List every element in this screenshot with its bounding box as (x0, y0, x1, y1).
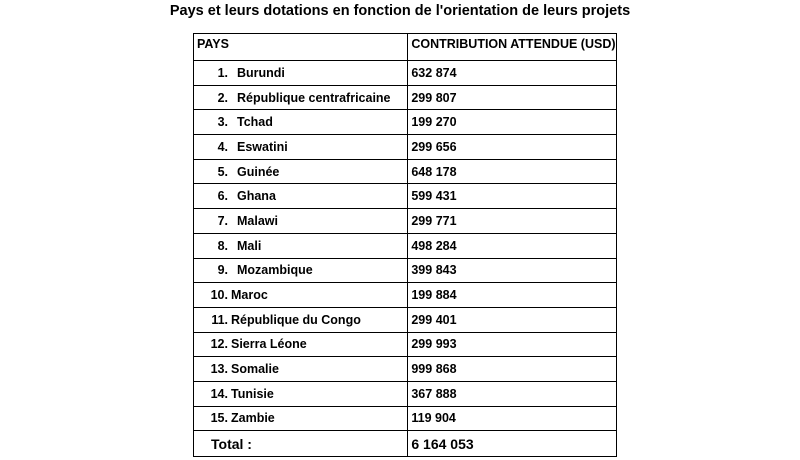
country-cell (194, 357, 408, 382)
row-number: 6. (217, 189, 228, 204)
country-name: Ghana (237, 189, 276, 204)
table-row (194, 110, 617, 135)
amount-cell: 399 843 (408, 258, 617, 283)
row-number: 4. (217, 139, 228, 154)
country-cell (194, 381, 408, 406)
country-cell (194, 184, 408, 209)
amount-cell: 648 178 (408, 159, 617, 184)
country-cell (194, 406, 408, 431)
row-number: 12. (210, 337, 228, 352)
country-cell (194, 135, 408, 160)
country-cell (194, 283, 408, 308)
amount-cell: 498 284 (408, 233, 617, 258)
table-row (194, 357, 617, 382)
row-number: 2. (217, 90, 228, 105)
row-number: 13. (210, 362, 228, 377)
table-row (194, 406, 617, 431)
country-name: Guinée (237, 164, 280, 179)
table-row (194, 184, 617, 209)
amount-cell: 299 771 (408, 209, 617, 234)
amount-cell: 999 868 (408, 357, 617, 382)
amount-cell: 299 401 (408, 307, 617, 332)
table-row (194, 381, 617, 406)
row-number: 5. (217, 164, 228, 179)
header-contribution: CONTRIBUTION ATTENDUE (USD) (408, 34, 617, 61)
amount-cell: 632 874 (408, 61, 617, 86)
row-number: 11. (211, 312, 228, 327)
table-row (194, 332, 617, 357)
country-name: Mali (237, 238, 262, 253)
contribution-table (193, 33, 617, 457)
amount-cell: 299 807 (408, 85, 617, 110)
country-cell (194, 61, 408, 86)
amount-cell: 299 656 (408, 135, 617, 160)
row-number: 1. (217, 65, 228, 80)
country-cell (194, 307, 408, 332)
country-name: Maroc (231, 288, 268, 303)
country-cell (194, 159, 408, 184)
country-name: Somalie (231, 362, 279, 377)
country-cell (194, 110, 408, 135)
table-row (194, 159, 617, 184)
row-number: 10. (210, 288, 228, 303)
country-name: République du Congo (231, 312, 361, 327)
amount-cell: 599 431 (408, 184, 617, 209)
table-row (194, 135, 617, 160)
total-label: Total : (194, 431, 408, 457)
table-row (194, 258, 617, 283)
table-row (194, 307, 617, 332)
country-name: Sierra Léone (231, 337, 307, 352)
table-header-row (194, 34, 617, 61)
total-row (194, 431, 617, 457)
row-number: 15. (210, 411, 228, 426)
total-amount: 6 164 053 (408, 431, 617, 457)
country-name: Zambie (231, 411, 275, 426)
amount-cell: 299 993 (408, 332, 617, 357)
amount-cell: 199 884 (408, 283, 617, 308)
country-cell (194, 258, 408, 283)
table-row (194, 233, 617, 258)
country-name: Mozambique (237, 263, 313, 278)
table-row (194, 283, 617, 308)
row-number: 7. (217, 213, 228, 228)
country-cell (194, 332, 408, 357)
header-pays: PAYS (194, 34, 408, 61)
document-title: Pays et leurs dotations en fonction de l'orientation de leurs projets (169, 3, 631, 19)
amount-cell: 119 904 (408, 406, 617, 431)
country-cell (194, 233, 408, 258)
row-number: 14. (210, 386, 228, 401)
amount-cell: 199 270 (408, 110, 617, 135)
country-cell (194, 209, 408, 234)
row-number: 8. (217, 238, 228, 253)
table-row (194, 85, 617, 110)
country-name: Malawi (237, 213, 278, 228)
country-cell (194, 85, 408, 110)
country-name: Eswatini (237, 139, 288, 154)
country-name: Tchad (237, 115, 273, 130)
country-name: Tunisie (231, 386, 274, 401)
amount-cell: 367 888 (408, 381, 617, 406)
row-number: 3. (217, 115, 228, 130)
table-row (194, 209, 617, 234)
row-number: 9. (217, 263, 228, 278)
table-row (194, 61, 617, 86)
country-name: Burundi (237, 65, 285, 80)
country-name: République centrafricaine (237, 90, 391, 105)
